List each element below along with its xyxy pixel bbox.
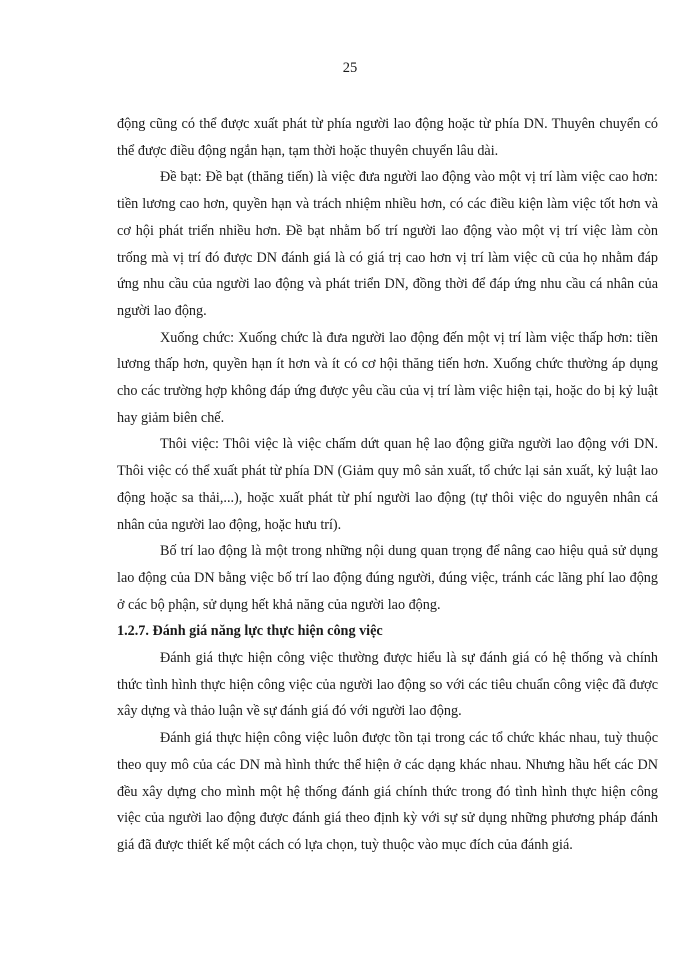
paragraph-thoi-viec: Thôi việc: Thôi việc là việc chấm dứt quan hệ lao động giữa người lao động với DN. Thôi việc có thể xuất phát từ phía DN (Giảm quy mô sản xuất, tổ chức lại sản xuất, kỷ luật lao động hoặc sa thải,...), hoặc xuất phát từ phí người lao động (tự thôi việc do nguyên nhân cá nhân của người lao động, hoặc hưu trí). bbox=[117, 436, 658, 533]
paragraph-de-bat: Đề bạt: Đề bạt (thăng tiến) là việc đưa người lao động vào một vị trí làm việc cao hơn: tiền lương cao hơn, quyền hạn và trách nhiệm nhiều hơn, có các điều kiện làm việc tốt hơn và cơ hội phát triển nhiều hơn. Đề bạt nhằm bố trí người lao động vào một vị trí việc làm còn trống mà vị trí đó được DN đánh giá là có giá trị cao hơn vị trí làm việc cũ của họ nhằm đáp ứng nhu cầu của người lao động và phát triển DN, đồng thời để đáp ứng nhu cầu cá nhân của người lao động. bbox=[117, 169, 658, 319]
paragraph-bo-tri-lao-dong: Bố trí lao động là một trong những nội dung quan trọng để nâng cao hiệu quả sử dụng lao động của DN bằng việc bố trí lao động đúng người, đúng việc, tránh các lãng phí lao động ở các bộ phận, sử dụng hết khả năng của người lao động. bbox=[117, 543, 658, 613]
section-heading: 1.2.7. Đánh giá năng lực thực hiện công việc bbox=[117, 623, 383, 640]
paragraph-danh-gia-system: Đánh giá thực hiện công việc luôn được tồn tại trong các tổ chức khác nhau, tuỳ thuộc theo quy mô của các DN mà hình thức thể hiện ở các dạng khác nhau. Nhưng hầu hết các DN đều xây dựng cho mình một hệ thống đánh giá chính thức trong đó tình hình thực hiện công việc của người lao động được đánh giá theo định kỳ với sự sử dụng những phương pháp đánh giá đã được thiết kế một cách có lựa chọn, tuỳ thuộc vào mục đích của đánh giá. bbox=[117, 730, 658, 853]
page-body bbox=[117, 111, 658, 859]
paragraph-danh-gia-definition: Đánh giá thực hiện công việc thường được hiểu là sự đánh giá có hệ thống và chính thức tình hình thực hiện công việc của người lao động so với các tiêu chuẩn công việc đã được xây dựng và thảo luận về sự đánh giá đó với người lao động. bbox=[117, 650, 658, 720]
paragraph-xuong-chuc: Xuống chức: Xuống chức là đưa người lao động đến một vị trí làm việc thấp hơn: tiền lương thấp hơn, quyền hạn ít hơn và ít có cơ hội thăng tiến hơn. Xuống chức thường áp dụng cho các trường hợp không đáp ứng được yêu cầu của vị trí làm việc hiện tại, hoặc do bị kỷ luật hay giảm biên chế. bbox=[117, 329, 658, 426]
page-number: 25 bbox=[342, 60, 358, 76]
paragraph-continuation: động cũng có thể được xuất phát từ phía người lao động hoặc từ phía DN. Thuyên chuyển có thể được điều động ngắn hạn, tạm thời hoặc thuyên chuyển lâu dài. bbox=[117, 116, 658, 159]
